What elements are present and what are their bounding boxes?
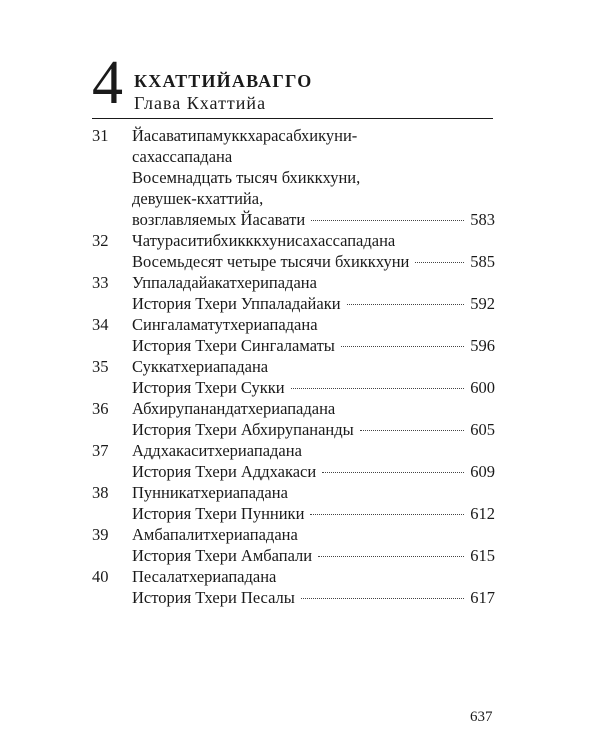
entry-leader-line: [132, 209, 495, 230]
entry-leader-line: [132, 587, 495, 608]
entry-number: 33: [92, 273, 109, 292]
dot-leader: [415, 262, 464, 263]
dot-leader: [318, 556, 464, 557]
entry-page: 605: [470, 420, 495, 439]
entry-line: девушек-кхаттийа,: [132, 189, 264, 208]
entry-page: 583: [470, 210, 495, 229]
entry-number: 38: [92, 483, 109, 502]
table-of-contents: [92, 125, 495, 608]
entry-page: 612: [470, 504, 495, 523]
toc-entry[interactable]: [92, 272, 495, 314]
entry-line: Абхирупанандатхериападана: [132, 399, 336, 418]
dot-leader: [310, 514, 464, 515]
toc-entry[interactable]: [92, 482, 495, 524]
toc-entry[interactable]: [92, 230, 495, 272]
entry-leader-line: [132, 251, 495, 272]
entry-page: 615: [470, 546, 495, 565]
toc-entry[interactable]: [92, 566, 495, 608]
entry-title: возглавляемых Йасавати: [132, 210, 306, 229]
entry-line: Йасаватипамуккхарасабхикуни-: [132, 126, 358, 145]
entry-number: 32: [92, 231, 109, 250]
entry-page: 609: [470, 462, 495, 481]
entry-number: 31: [92, 126, 109, 145]
entry-leader-line: [132, 377, 495, 398]
dot-leader: [291, 388, 465, 389]
entry-line: Аддхакаситхериападана: [132, 441, 302, 460]
entry-leader-line: [132, 335, 495, 356]
entry-title: История Тхери Аддхакаси: [132, 462, 317, 481]
entry-line: сахассападана: [132, 147, 233, 166]
entry-title: История Тхери Сукки: [132, 378, 285, 397]
entry-page: 585: [470, 252, 495, 271]
toc-entry[interactable]: [92, 356, 495, 398]
entry-title: История Тхери Абхирупананды: [132, 420, 354, 439]
entry-number: 35: [92, 357, 109, 376]
entry-line: Восемнадцать тысяч бхиккхуни,: [132, 168, 361, 187]
dot-leader: [311, 220, 464, 221]
entry-title: История Тхери Пунники: [132, 504, 305, 523]
entry-number: 39: [92, 525, 109, 544]
entry-title: История Тхери Песалы: [132, 588, 295, 607]
entry-leader-line: [132, 545, 495, 566]
entry-line: Чатураситибхикккхунисахассападана: [132, 231, 396, 250]
page-number: 637: [470, 709, 493, 725]
entry-title: Восемьдесят четыре тысячи бхиккхуни: [132, 252, 410, 271]
entry-leader-line: [132, 461, 495, 482]
entry-page: 596: [470, 336, 495, 355]
header-rule: [92, 118, 493, 119]
entry-line: Амбапалитхериападана: [132, 525, 298, 544]
entry-line: Пунникатхериападана: [132, 483, 288, 502]
entry-number: 34: [92, 315, 109, 334]
dot-leader: [301, 598, 464, 599]
entry-leader-line: [132, 419, 495, 440]
entry-line: Суккатхериападана: [132, 357, 269, 376]
entry-number: 36: [92, 399, 109, 418]
entry-line: Песалатхериападана: [132, 567, 277, 586]
toc-entry[interactable]: [92, 524, 495, 566]
entry-page: 617: [470, 588, 495, 607]
entry-page: 592: [470, 294, 495, 313]
entry-title: История Тхери Амбапали: [132, 546, 313, 565]
entry-title: История Тхери Уппаладайаки: [132, 294, 341, 313]
entry-title: История Тхери Сингаламаты: [132, 336, 335, 355]
dot-leader: [347, 304, 465, 305]
entry-number: 40: [92, 567, 109, 586]
entry-line: Сингаламатутхериападана: [132, 315, 318, 334]
dot-leader: [341, 346, 464, 347]
toc-entry[interactable]: [92, 398, 495, 440]
entry-leader-line: [132, 503, 495, 524]
dot-leader: [360, 430, 465, 431]
chapter-title: КХАТТИЙАВАГГО: [134, 71, 313, 91]
dot-leader: [322, 472, 464, 473]
toc-entry[interactable]: [92, 314, 495, 356]
entry-number: 37: [92, 441, 109, 460]
chapter-subtitle: Глава Кхаттийа: [134, 93, 267, 113]
entry-leader-line: [132, 293, 495, 314]
toc-entry[interactable]: [92, 440, 495, 482]
entry-line: Уппаладайакатхерипадана: [132, 273, 317, 292]
chapter-number: 4: [92, 49, 123, 117]
entry-page: 600: [470, 378, 495, 397]
toc-entry[interactable]: [92, 125, 495, 230]
